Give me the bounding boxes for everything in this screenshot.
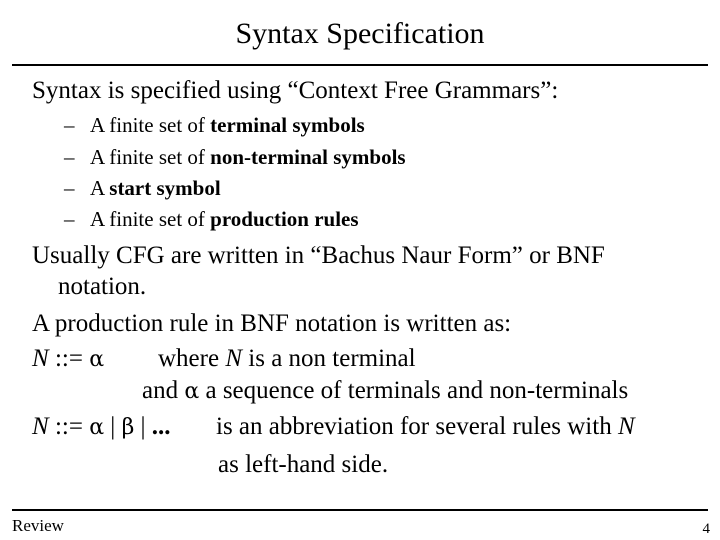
alpha-symbol: α (184, 379, 200, 404)
beta-symbol: β (121, 415, 135, 440)
bullet-text: A finite set of production rules (90, 207, 359, 231)
rule-1-and: and α a sequence of terminals and non-terminals (142, 377, 629, 404)
bullet-terminal-symbols (0, 112, 720, 138)
bullet-dash: – (64, 145, 75, 169)
bnf-paragraph-line1: Usually CFG are written in “Bachus Naur Form” or BNF (32, 242, 605, 269)
bullet-non-terminal-symbols (0, 144, 720, 170)
rule-2-syntax: N ::= α | β | ... (32, 413, 171, 440)
intro-text: Syntax is specified using “Context Free Grammars”: (32, 77, 559, 104)
bullet-text: A finite set of terminal symbols (90, 113, 365, 137)
slide-title: Syntax Specification (235, 17, 485, 50)
bullet-text: A finite set of non-terminal symbols (90, 145, 406, 169)
footer-section-label: Review (12, 516, 64, 535)
bullet-text: A start symbol (90, 176, 221, 200)
title-divider (12, 64, 708, 66)
footer-divider (12, 509, 708, 511)
bullet-start-symbol (0, 175, 720, 201)
rule-2-description: is an abbreviation for several rules with N (216, 413, 635, 440)
alpha-symbol: α (89, 347, 105, 372)
rule-1-syntax: N ::= α (32, 345, 105, 372)
alpha-symbol: α (89, 415, 105, 440)
rule-2-continuation: as left-hand side. (218, 451, 389, 478)
bullet-dash: – (64, 176, 75, 200)
bullet-dash: – (64, 113, 75, 137)
production-intro: A production rule in BNF notation is written as: (32, 310, 512, 337)
bullet-dash: – (64, 207, 75, 231)
page-number: 4 (702, 521, 710, 537)
rule-1-where: where N is a non terminal (158, 345, 416, 372)
bnf-paragraph-line2: notation. (58, 273, 147, 300)
bullet-production-rules (0, 206, 720, 232)
